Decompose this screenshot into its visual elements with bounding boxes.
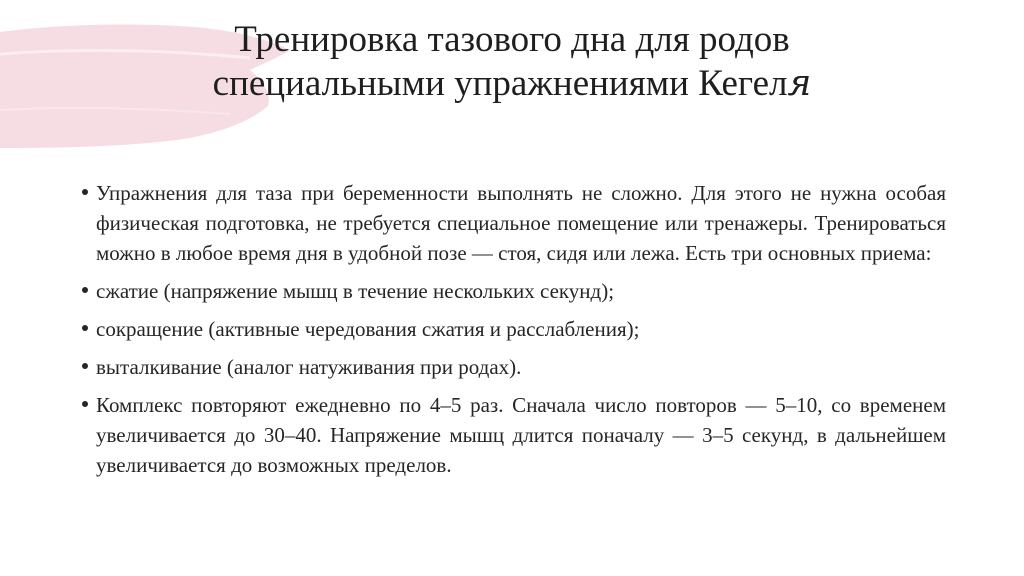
bullet-dot-icon — [82, 363, 88, 369]
bullet-dot-icon — [82, 287, 88, 293]
bullet-text: сокращение (активные чередования сжатия и расслабления); — [96, 317, 640, 341]
bullet-list — [78, 178, 946, 488]
title-line-2-main: специальными упражнениями Кегел — [212, 63, 788, 104]
bullet-item-compression — [78, 276, 946, 306]
title-line-1: Тренировка тазового дна для родов — [234, 19, 790, 60]
bullet-text: сжатие (напряжение мышц в течение нескольких секунд); — [96, 279, 615, 303]
bullet-text: Упражнения для таза при беременности выполнять не сложно. Для этого не нужна особая физическая подготовка, не требуется специальное помещение или тренажеры. Тренироваться можно в любое время дня в удобной позе — стоя, сидя или лежа. Есть три основных приема: — [96, 181, 946, 265]
bullet-item-routine — [78, 390, 946, 480]
bullet-dot-icon — [82, 401, 88, 407]
title-line-2 — [120, 62, 904, 106]
slide-title — [120, 18, 904, 106]
bullet-item-pushing — [78, 352, 946, 382]
bullet-text: выталкивание (аналог натуживания при родах). — [96, 355, 522, 379]
bullet-dot-icon — [82, 189, 88, 195]
bullet-item-intro — [78, 178, 946, 268]
bullet-dot-icon — [82, 325, 88, 331]
title-line-2-last-letter: я — [787, 63, 812, 104]
bullet-text: Комплекс повторяют ежедневно по 4–5 раз. Сначала число повторов — 5–10, со временем увеличивается до 30–40. Напряжение мышц длится поначалу — 3–5 секунд, в дальнейшем увеличивается до возможных пределов. — [96, 393, 946, 477]
bullet-item-contraction — [78, 314, 946, 344]
